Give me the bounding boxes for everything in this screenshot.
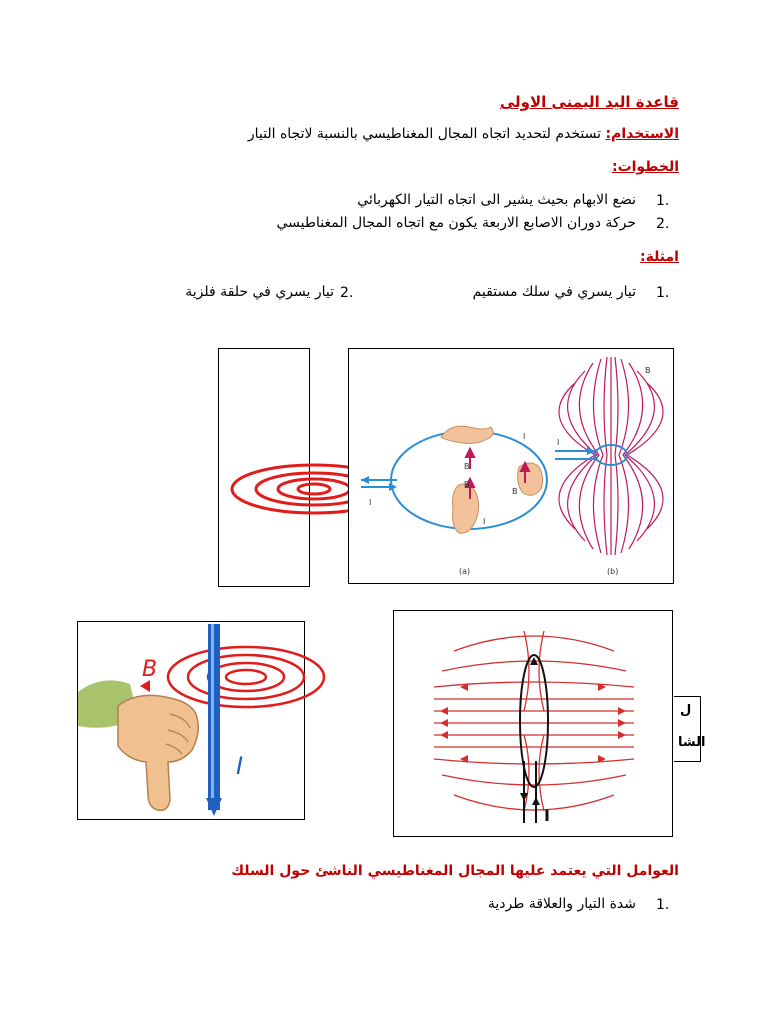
current-loop-figure — [348, 348, 674, 584]
caption-b: (b) — [607, 567, 619, 576]
partial-text-bottom: الشا — [678, 735, 706, 750]
field-rings-drawing — [219, 349, 309, 586]
example-2-text: تيار يسري في حلقة فلزية — [185, 284, 334, 300]
caption-a: (a) — [459, 567, 471, 576]
partial-text-box — [674, 696, 706, 762]
step-1-text: نضع الابهام بحيث يشير الى اتجاه التيار الكهربائي — [357, 192, 636, 208]
step-1-number: 1. — [656, 193, 670, 209]
examples-label: امثلة: — [640, 249, 679, 265]
loop-current-label-3: I — [523, 432, 526, 441]
factors-heading: العوامل التي يعتمد عليها المجال المغناطيسي الناشئ حول السلك — [231, 863, 679, 879]
loop-current-label: I — [369, 498, 372, 507]
steps-label: الخطوات: — [611, 159, 679, 175]
step-2-number: 2. — [656, 216, 670, 232]
partial-text-top: ل — [680, 703, 692, 718]
wire-current-label: I — [236, 752, 244, 780]
hand-wire-drawing — [78, 622, 304, 819]
right-hand-wire-figure — [77, 621, 305, 820]
factor-1-number: 1. — [656, 897, 670, 913]
straight-wire-rings-figure — [218, 348, 310, 587]
loop-field-label-1: B — [464, 462, 470, 471]
coil-field-drawing — [394, 611, 672, 836]
loop-field-label-3: B — [512, 487, 518, 496]
coil-current-label: I — [544, 806, 550, 825]
step-2-text: حركة دوران الاصابع الاربعة يكون مع اتجاه المجال المغناطيسي — [276, 215, 636, 231]
current-loop-drawing — [349, 349, 673, 583]
usage-label: الاستخدام: — [605, 126, 679, 142]
loop-field-label-2: B — [464, 480, 470, 489]
coil-field-figure — [393, 610, 673, 837]
example-2-number: 2. — [340, 285, 354, 301]
loop-current-label-2: I — [483, 517, 486, 526]
pattern-field-label: B — [645, 366, 651, 375]
usage-line — [248, 126, 679, 142]
example-1-number: 1. — [656, 285, 670, 301]
wire-field-label: B — [142, 657, 158, 682]
pattern-current-label: I — [557, 438, 560, 447]
factor-1-text: شدة التيار والعلاقة طردية — [487, 896, 636, 912]
example-1-text: تيار يسري في سلك مستقيم — [472, 284, 636, 300]
usage-text: تستخدم لتحديد اتجاه المجال المغناطيسي بالنسبة لاتجاه التيار — [247, 126, 601, 142]
page-title: قاعدة اليد اليمنى الاولى — [499, 93, 679, 111]
